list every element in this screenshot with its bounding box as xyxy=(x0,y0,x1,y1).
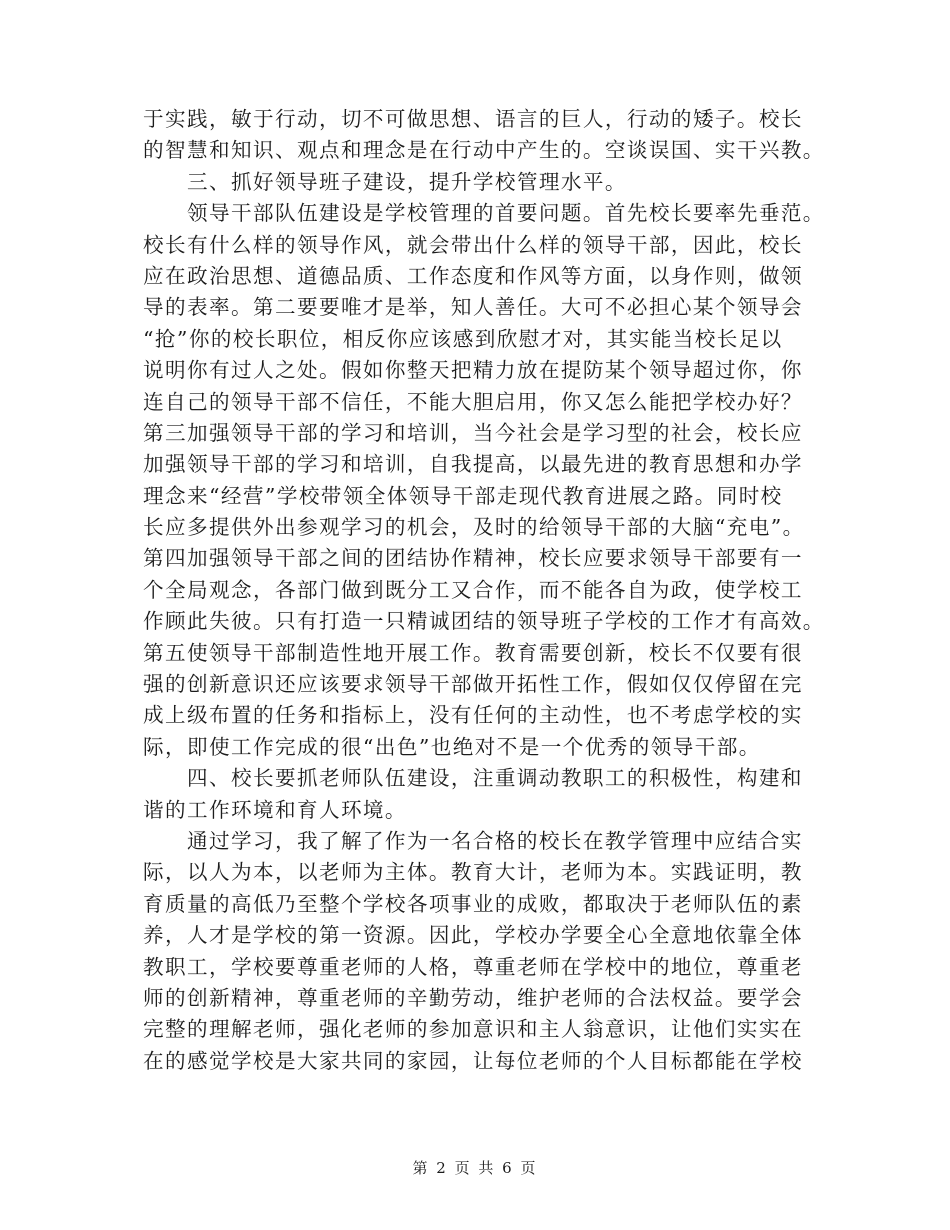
text-line: 通过学习，我了解了作为一名合格的校长在教学管理中应结合实 xyxy=(143,828,803,853)
text-line: 于实践，敏于行动，切不可做思想、语言的巨人，行动的矮子。校长 xyxy=(143,107,803,131)
section-heading: 三、抓好领导班子建设，提升学校管理水平。 xyxy=(143,169,627,194)
text-line: 强的创新意识还应该要求领导干部做开拓性工作，假如仅仅停留在完 xyxy=(143,672,803,697)
text-line: 作顾此失彼。只有打造一只精诚团结的领导班子学校的工作才有高效。 xyxy=(143,609,825,634)
text-line: 第三加强领导干部的学习和培训，当今社会是学习型的社会，校长应 xyxy=(143,420,803,445)
text-line: 理念来“经营”学校带领全体领导干部走现代教育进展之路。同时校 xyxy=(143,483,783,508)
text-line: “抢”你的校长职位，相反你应该感到欣慰才对，其实能当校长足以 xyxy=(143,326,783,351)
text-line: 连自己的领导干部不信任，不能大胆启用，你又怎么能把学校办好？ xyxy=(143,389,803,414)
text-line: 在的感觉学校是大家共同的家园，让每位老师的个人目标都能在学校 xyxy=(143,1048,803,1073)
text-line: 成上级布置的任务和指标上，没有任何的主动性，也不考虑学校的实 xyxy=(143,703,803,728)
text-line: 第五使领导干部制造性地开展工作。教育需要创新，校长不仅要有很 xyxy=(143,640,803,665)
body-text xyxy=(143,104,825,1077)
text-line: 说明你有过人之处。假如你整天把精力放在提防某个领导超过你，你 xyxy=(143,358,803,383)
text-line: 完整的理解老师，强化老师的参加意识和主人翁意识，让他们实实在 xyxy=(143,1017,803,1042)
text-line: 育质量的高低乃至整个学校各项事业的成败，都取决于老师队伍的素 xyxy=(143,891,803,916)
text-line: 加强领导干部的学习和培训，自我提高，以最先进的教育思想和办学 xyxy=(143,452,803,477)
text-line: 校长有什么样的领导作风，就会带出什么样的领导干部，因此，校长 xyxy=(143,232,803,257)
text-line: 个全局观念，各部门做到既分工又合作，而不能各自为政，使学校工 xyxy=(143,577,803,602)
text-line: 教职工，学校要尊重老师的人格，尊重老师在学校中的地位，尊重老 xyxy=(143,954,803,979)
text-line: 长应多提供外出参观学习的机会，及时的给领导干部的大脑“充电”。 xyxy=(143,515,805,540)
text-line: 导的表率。第二要要唯才是举，知人善任。大可不必担心某个领导会 xyxy=(143,295,803,320)
text-line: 应在政治思想、道德品质、工作态度和作风等方面，以身作则，做领 xyxy=(143,263,803,288)
text-line: 第四加强领导干部之间的团结协作精神，校长应要求领导干部要有一 xyxy=(143,546,803,571)
page-number-footer: 第 2 页 共 6 页 xyxy=(412,1159,538,1177)
text-line: 领导干部队伍建设是学校管理的首要问题。首先校长要率先垂范。 xyxy=(143,201,825,226)
text-line: 师的创新精神，尊重老师的辛勤劳动，维护老师的合法权益。要学会 xyxy=(143,985,803,1010)
text-line: 的智慧和知识、观点和理念是在行动中产生的。空谈误国、实干兴教。 xyxy=(143,138,825,163)
text-line: 养，人才是学校的第一资源。因此，学校办学要全心全意地依靠全体 xyxy=(143,923,803,948)
section-heading: 谐的工作环境和育人环境。 xyxy=(143,797,407,822)
text-line: 际，即使工作完成的很“出色”也绝对不是一个优秀的领导干部。 xyxy=(143,734,761,759)
section-heading: 四、校长要抓老师队伍建设，注重调动教职工的积极性，构建和 xyxy=(143,766,803,791)
text-line: 际，以人为本，以老师为主体。教育大计，老师为本。实践证明，教 xyxy=(143,860,803,885)
